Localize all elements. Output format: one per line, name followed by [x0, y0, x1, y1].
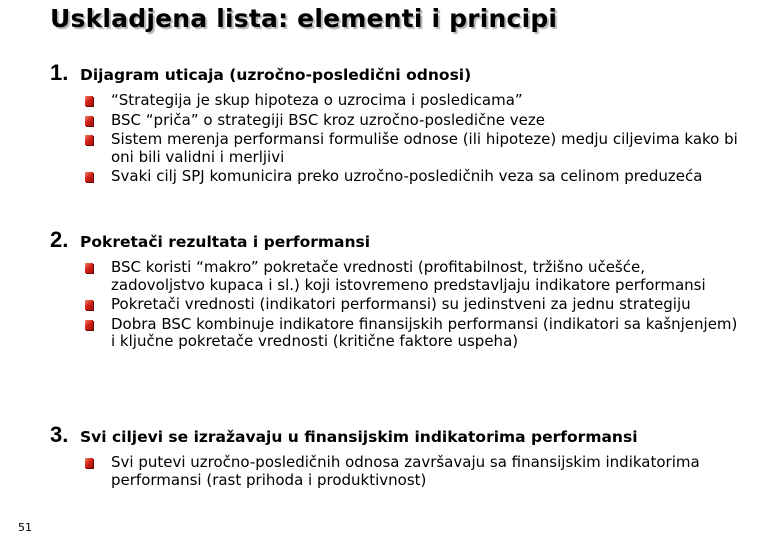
section-causal-diagram — [50, 60, 740, 188]
bullet-icon — [85, 458, 93, 468]
bullet-text: Svaki cilj SPJ komunicira preko uzročno-posledičnih veza sa celinom preduzeća — [111, 167, 703, 185]
section-heading — [50, 422, 740, 448]
list-item — [82, 112, 740, 130]
bullet-text: Sistem merenja performansi formuliše odnose (ili hipoteze) medju ciljevima kako bi oni bili validni i merljivi — [111, 130, 738, 166]
bullet-icon — [85, 172, 93, 182]
bullet-text: “Strategija je skup hipoteza o uzrocima i posledicama” — [111, 91, 523, 109]
bullet-text: Svi putevi uzročno-posledičnih odnosa završavaju sa finansijskim indikatorima performansi (rast prihoda i produktivnost) — [111, 453, 700, 489]
list-item — [82, 168, 740, 186]
bullet-icon — [85, 96, 93, 106]
bullet-icon — [85, 263, 93, 273]
section-title: Svi ciljevi se izražavaju u finansijskim indikatorima performansi — [80, 428, 638, 446]
section-number: 2. — [50, 227, 69, 252]
section-title: Dijagram uticaja (uzročno-posledični odnosi) — [80, 66, 472, 84]
section-performance-drivers — [50, 227, 740, 353]
bullet-icon — [85, 300, 93, 310]
section-heading — [50, 227, 740, 253]
list-item — [82, 316, 740, 351]
page-number: 51 — [18, 521, 32, 534]
section-heading — [50, 60, 740, 86]
bullet-text: Pokretači vrednosti (indikatori performansi) su jedinstveni za jednu strategiju — [111, 295, 691, 313]
bullet-icon — [85, 320, 93, 330]
list-item — [82, 131, 740, 166]
list-item — [82, 259, 740, 294]
list-item — [82, 454, 740, 489]
bullet-list — [50, 259, 740, 351]
section-financial-indicators — [50, 422, 740, 491]
bullet-icon — [85, 116, 93, 126]
bullet-text: Dobra BSC kombinuje indikatore finansijskih performansi (indikatori sa kašnjenjem) i ključne pokretače vrednosti (kritične faktore uspeha) — [111, 314, 738, 350]
bullet-text: BSC koristi “makro” pokretače vrednosti (profitabilnost, tržišno učešće, zadovoljstvo kupaca i sl.) koji istovremeno predstavljaju indikatore performansi — [111, 258, 706, 294]
section-title: Pokretači rezultata i performansi — [80, 233, 371, 251]
slide-title: Uskladjena lista: elementi i principi — [50, 4, 558, 33]
list-item — [82, 92, 740, 110]
section-number: 1. — [50, 60, 69, 85]
bullet-text: BSC “priča” o strategiji BSC kroz uzročno-posledične veze — [111, 110, 546, 129]
bullet-list — [50, 454, 740, 489]
list-item — [82, 296, 740, 314]
bullet-list — [50, 92, 740, 186]
bullet-icon — [85, 135, 93, 145]
section-number: 3. — [50, 422, 69, 447]
